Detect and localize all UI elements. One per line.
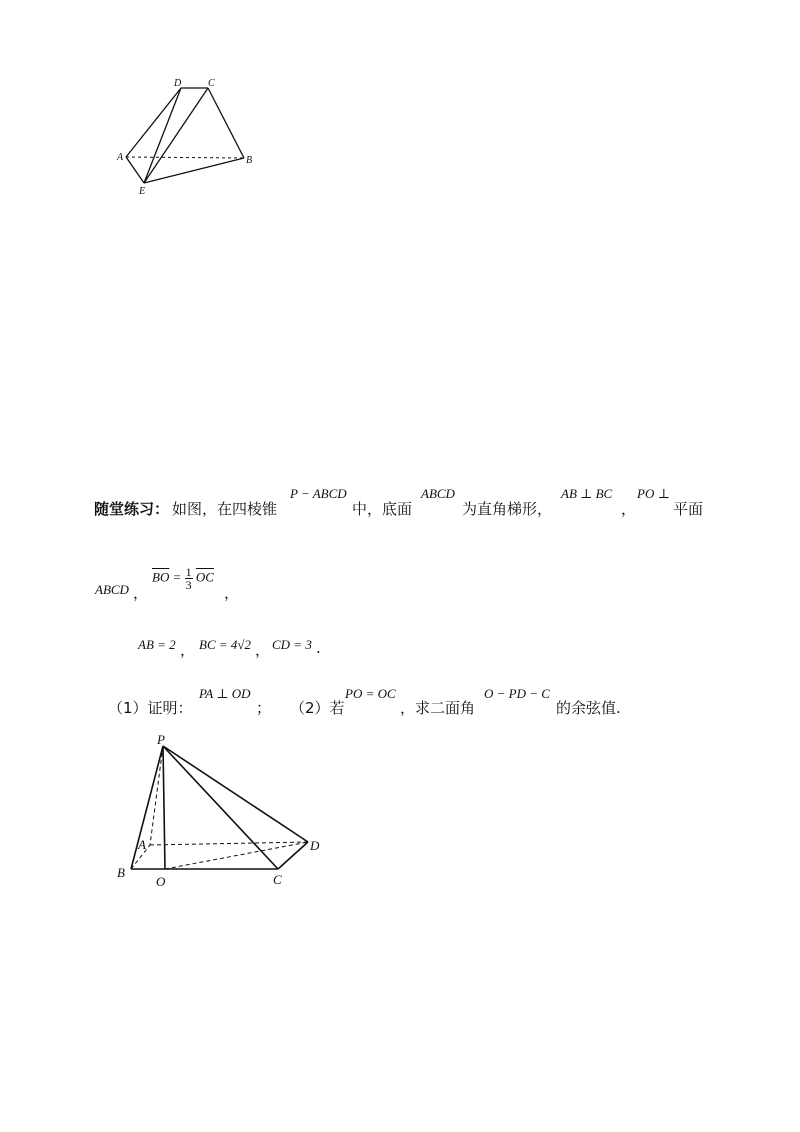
math-plane-abcd: ABCD [95,582,129,597]
edge-pb [131,746,163,869]
edge-pa-dashed [150,746,163,845]
comma-3: ， [224,584,240,602]
label-o: O [156,874,166,889]
label-a: A [117,152,124,163]
figure-1-diagram [110,70,270,200]
label-c2: C [273,872,282,887]
math-cd-length: CD = 3 [272,637,312,652]
edge-ab-dashed [126,157,244,158]
label-b2: B [117,865,125,880]
math-ab-perp-bc: AB ⊥ BC [561,486,613,501]
fraction-numerator: 1 [185,565,192,579]
label-c: C [208,78,215,89]
semicolon: ； [256,699,272,717]
math-pa-perp-od: PA ⊥ OD [199,686,251,701]
exercise-heading: 随堂练习： [94,500,170,518]
label-p: P [157,732,165,747]
edge-od-dashed [165,842,308,869]
label-a2: A [138,837,146,852]
comma-1: ， [621,500,637,518]
comma-2: ， [133,584,149,602]
math-pyramid-name: P − ABCD [290,486,347,501]
edge-po [163,746,165,869]
math-po-eq-oc: PO = OC [345,686,396,701]
period-1: . [316,639,321,657]
label-d2: D [310,838,320,853]
edge-pd [163,746,308,842]
text-right-trapezoid: 为直角梯形， [462,500,553,518]
equals-sign: = [172,569,182,585]
vector-oc: $\overline{OC}$ [195,569,214,585]
edge-cb [208,88,244,158]
label-d: D [174,78,182,89]
label-e: E [139,186,146,197]
edge-ae [126,157,144,183]
math-ab-length: AB = 2 [138,637,176,652]
edge-ad [126,88,181,157]
question-2-label: （2）若 [290,699,345,717]
text-plane: 平面 [673,500,704,518]
vector-bo: $\overline{BO}$ [152,569,170,585]
math-bc-length: BC = 4√2 [199,637,252,652]
text-intro: 如图，在四棱锥 [172,500,278,518]
comma-4: ， [180,641,196,659]
edge-pc [163,746,278,869]
question-1-label: （1）证明： [108,699,193,717]
comma-5: ， [255,641,271,659]
math-vector-relation [152,566,214,591]
math-base-name: ABCD [421,486,455,501]
fraction-denominator: 3 [185,578,192,592]
figure-2-pyramid [110,730,330,890]
math-dihedral-angle: O − PD − C [484,686,550,701]
fraction-one-third [185,566,193,591]
edge-ad-dashed [150,842,308,845]
edge-cd [278,842,308,869]
text-middle-base: 中，底面 [352,500,413,518]
text-find-dihedral: ，求二面角 [400,699,476,717]
text-cosine: 的余弦值. [556,699,621,717]
math-po-perp: PO ⊥ [637,486,670,501]
label-b: B [246,155,253,166]
